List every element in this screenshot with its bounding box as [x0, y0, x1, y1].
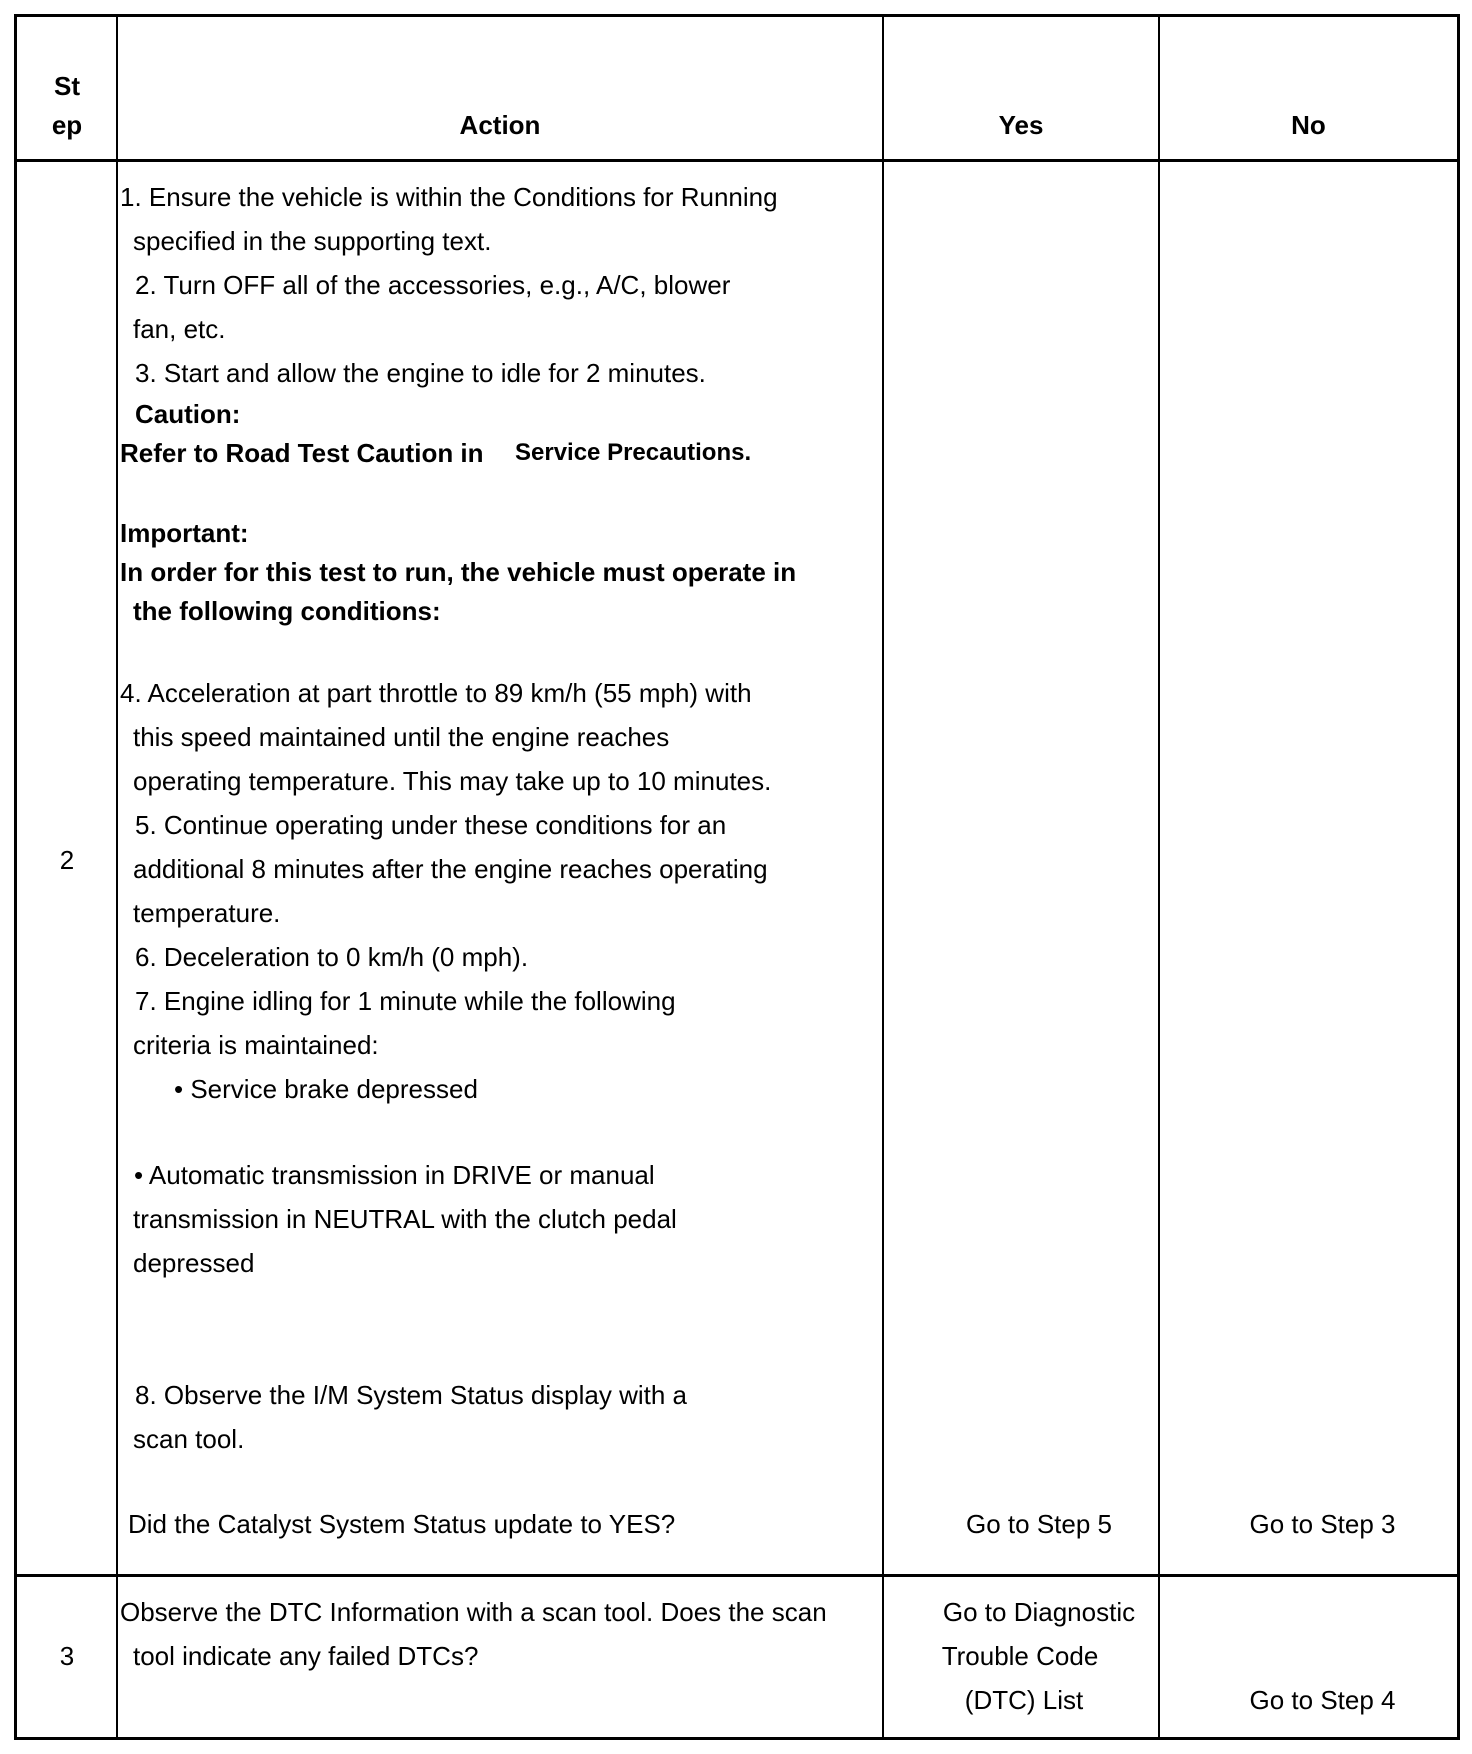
table-border-top — [14, 14, 1460, 17]
row-divider — [14, 1574, 1460, 1577]
question-text: Did the Catalyst System Status update to YES? — [128, 1509, 676, 1539]
step-number-2: 2 — [59, 845, 75, 875]
action-line: scan tool. — [133, 1424, 245, 1454]
table-border-left — [14, 14, 17, 1740]
action-line: criteria is maintained: — [133, 1030, 379, 1060]
action-line: 5. Continue operating under these conditions for an — [135, 810, 727, 840]
important-label: Important: — [120, 518, 249, 548]
table-border-bottom — [14, 1737, 1460, 1740]
yes-go-to-dtc-list-line3[interactable]: (DTC) List — [964, 1685, 1084, 1715]
bullet-item: • Automatic transmission in DRIVE or manual — [134, 1160, 655, 1190]
table-border-right — [1457, 14, 1460, 1740]
action-line: 8. Observe the I/M System Status display with a — [135, 1380, 688, 1410]
diagnostic-table — [14, 14, 1460, 1740]
action-line: temperature. — [133, 898, 281, 928]
no-go-to-step-4[interactable]: Go to Step 4 — [1249, 1685, 1396, 1715]
action-line: additional 8 minutes after the engine reaches operating — [133, 854, 768, 884]
header-step-line1: St — [54, 71, 80, 101]
action-line: tool indicate any failed DTCs? — [133, 1641, 479, 1671]
action-line: 1. Ensure the vehicle is within the Conditions for Running — [120, 182, 778, 212]
important-text: the following conditions: — [133, 596, 441, 626]
action-line: 3. Start and allow the engine to idle for 2 minutes. — [135, 358, 706, 388]
header-divider — [14, 159, 1460, 162]
step-number-3: 3 — [59, 1641, 75, 1671]
yes-go-to-dtc-list-line2[interactable]: Trouble Code — [941, 1641, 1099, 1671]
caution-text: Refer to Road Test Caution in — [120, 438, 484, 468]
action-line: 6. Deceleration to 0 km/h (0 mph). — [135, 942, 529, 972]
header-no: No — [1291, 110, 1326, 140]
yes-go-to-step-5[interactable]: Go to Step 5 — [966, 1509, 1112, 1539]
action-line: this speed maintained until the engine reaches — [133, 722, 670, 752]
header-action: Action — [459, 110, 541, 140]
column-divider-step — [116, 14, 118, 1740]
action-line: fan, etc. — [133, 314, 226, 344]
caution-label: Caution: — [135, 399, 241, 429]
yes-go-to-dtc-list-line1[interactable]: Go to Diagnostic — [942, 1597, 1136, 1627]
action-line: 4. Acceleration at part throttle to 89 km/h (55 mph) with — [120, 678, 752, 708]
no-go-to-step-3[interactable]: Go to Step 3 — [1249, 1509, 1396, 1539]
header-yes: Yes — [998, 110, 1044, 140]
action-line: depressed — [133, 1248, 255, 1278]
bullet-item: • Service brake depressed — [174, 1074, 478, 1104]
action-line: 2. Turn OFF all of the accessories, e.g., A/C, blower — [135, 270, 731, 300]
action-line: transmission in NEUTRAL with the clutch pedal — [133, 1204, 677, 1234]
action-line: Observe the DTC Information with a scan tool. Does the scan — [120, 1597, 827, 1627]
action-line: specified in the supporting text. — [133, 226, 492, 256]
action-line: 7. Engine idling for 1 minute while the following — [135, 986, 676, 1016]
service-precautions-link[interactable]: Service Precautions. — [515, 439, 752, 466]
important-text: In order for this test to run, the vehicle must operate in — [120, 557, 797, 587]
action-line: operating temperature. This may take up to 10 minutes. — [133, 766, 772, 796]
header-step-line2: ep — [51, 110, 83, 140]
column-divider-yes — [1158, 14, 1160, 1740]
column-divider-action — [882, 14, 884, 1740]
